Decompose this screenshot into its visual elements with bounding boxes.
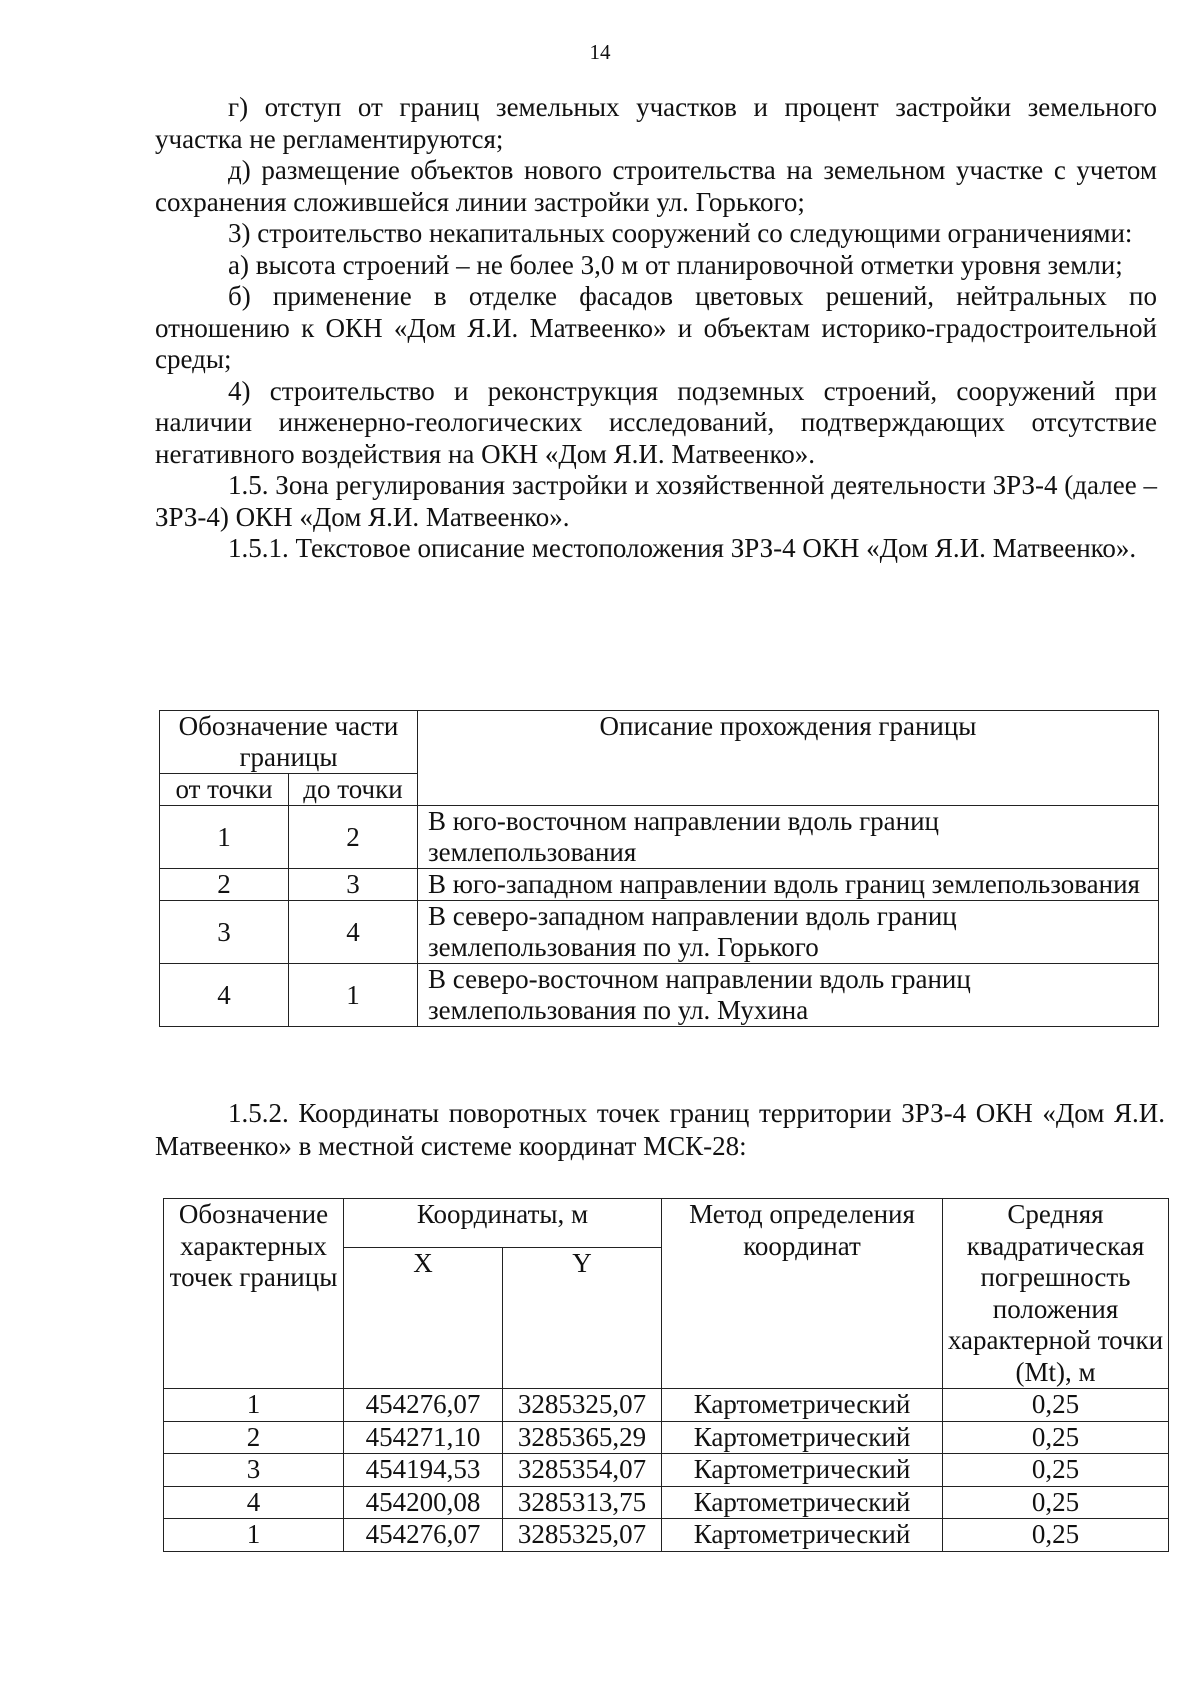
y-cell: 3285365,29 [503, 1421, 662, 1454]
header-mean-error: Средняя квадратическая погрешность положения характерной точки (Mt), м [943, 1199, 1169, 1389]
point-cell: 2 [164, 1421, 344, 1454]
x-cell: 454271,10 [344, 1421, 503, 1454]
y-cell: 3285354,07 [503, 1454, 662, 1487]
header-y: Y [503, 1248, 662, 1389]
coordinates-table [163, 1198, 1169, 1552]
table-row [164, 1519, 1169, 1552]
y-cell: 3285325,07 [503, 1519, 662, 1552]
method-cell: Картометрический [662, 1454, 943, 1487]
header-boundary-description: Описание прохождения границы [418, 711, 1159, 806]
x-cell: 454276,07 [344, 1519, 503, 1552]
description-cell: В северо-западном направлении вдоль границ землепользования по ул. Горького [418, 901, 1159, 964]
header-coordinates: Координаты, м [344, 1199, 662, 1248]
paragraph-setback: г) отступ от границ земельных участков и процент застройки земельного участка не регламентируются; [155, 92, 1157, 154]
point-cell: 4 [164, 1486, 344, 1519]
y-cell: 3285325,07 [503, 1389, 662, 1422]
table-row [164, 1421, 1169, 1454]
table-row [164, 1454, 1169, 1487]
page-number: 14 [589, 40, 611, 64]
method-cell: Картометрический [662, 1421, 943, 1454]
header-to-point: до точки [289, 774, 418, 806]
table-row [160, 964, 1159, 1027]
paragraph-facades: б) применение в отделке фасадов цветовых решений, нейтральных по отношению к ОКН «Дом Я.И. Матвеенко» и объектам историко-градостроительной среды; [155, 281, 1157, 374]
paragraph-placement: д) размещение объектов нового строительства на земельном участке с учетом сохранения сложившейся линии застройки ул. Горького; [155, 155, 1157, 217]
method-cell: Картометрический [662, 1519, 943, 1552]
method-cell: Картометрический [662, 1486, 943, 1519]
point-cell: 1 [164, 1519, 344, 1552]
table-header-row [164, 1199, 1169, 1248]
table-row [160, 806, 1159, 869]
point-cell: 1 [164, 1389, 344, 1422]
header-method: Метод определения координат [662, 1199, 943, 1389]
error-cell: 0,25 [943, 1486, 1169, 1519]
to-point-cell: 1 [289, 964, 418, 1027]
header-x: X [344, 1248, 503, 1389]
point-cell: 3 [164, 1454, 344, 1487]
description-cell: В юго-восточном направлении вдоль границ землепользования [418, 806, 1159, 869]
table-row [160, 869, 1159, 901]
table-header-row [160, 711, 1159, 774]
from-point-cell: 4 [160, 964, 289, 1027]
error-cell: 0,25 [943, 1454, 1169, 1487]
error-cell: 0,25 [943, 1421, 1169, 1454]
y-cell: 3285313,75 [503, 1486, 662, 1519]
x-cell: 454194,53 [344, 1454, 503, 1487]
table-row [164, 1389, 1169, 1422]
method-cell: Картометрический [662, 1389, 943, 1422]
error-cell: 0,25 [943, 1519, 1169, 1552]
paragraph-height: а) высота строений – не более 3,0 м от планировочной отметки уровня земли; [228, 249, 1123, 280]
coordinates-section-title: 1.5.2. Координаты поворотных точек границ территории ЗРЗ-4 ОКН «Дом Я.И. Матвеенко» в местной системе координат МСК-28: [155, 1098, 1165, 1161]
paragraph-zone-1-5: 1.5. Зона регулирования застройки и хозяйственной деятельности ЗРЗ-4 (далее – ЗРЗ-4) ОКН «Дом Я.И. Матвеенко». [155, 470, 1157, 532]
from-point-cell: 3 [160, 901, 289, 964]
x-cell: 454200,08 [344, 1486, 503, 1519]
boundary-description-table [159, 710, 1159, 1027]
description-cell: В юго-западном направлении вдоль границ землепользования [418, 869, 1159, 901]
header-point-designation: Обозначение характерных точек границы [164, 1199, 344, 1389]
to-point-cell: 3 [289, 869, 418, 901]
description-cell: В северо-восточном направлении вдоль границ землепользования по ул. Мухина [418, 964, 1159, 1027]
table-row [164, 1486, 1169, 1519]
body-text [155, 92, 1157, 565]
paragraph-zone-1-5-1: 1.5.1. Текстовое описание местоположения ЗРЗ-4 ОКН «Дом Я.И. Матвеенко». [228, 533, 1137, 563]
paragraph-non-capital: 3) строительство некапитальных сооружений со следующими ограничениями: [228, 218, 1133, 248]
from-point-cell: 2 [160, 869, 289, 901]
header-from-point: от точки [160, 774, 289, 806]
table-row [160, 901, 1159, 964]
header-boundary-part: Обозначение части границы [160, 711, 418, 774]
paragraph-underground: 4) строительство и реконструкция подземных строений, сооружений при наличии инженерно-геологических исследований, подтверждающих отсутствие негативного воздействия на ОКН «Дом Я.И. Матвеенко». [155, 375, 1157, 469]
from-point-cell: 1 [160, 806, 289, 869]
error-cell: 0,25 [943, 1389, 1169, 1422]
x-cell: 454276,07 [344, 1389, 503, 1422]
to-point-cell: 4 [289, 901, 418, 964]
to-point-cell: 2 [289, 806, 418, 869]
